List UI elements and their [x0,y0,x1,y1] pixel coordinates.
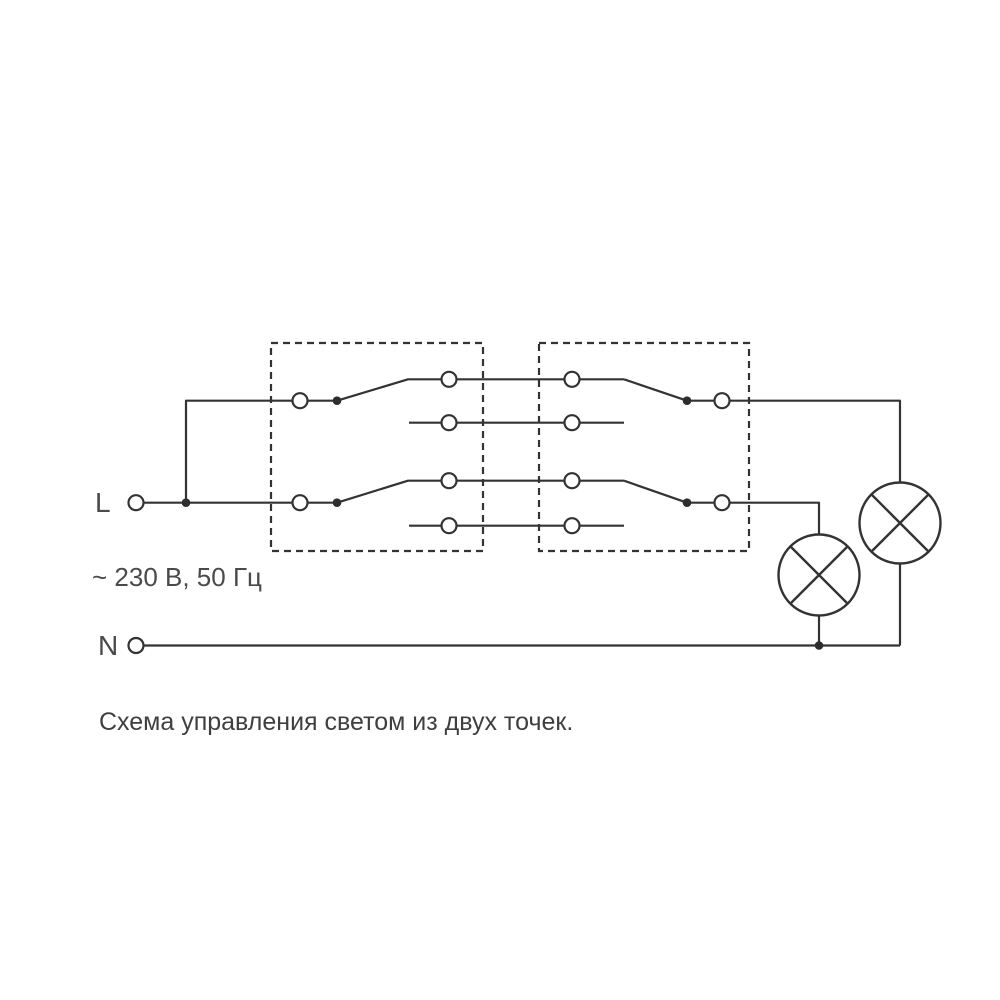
sw2-traveler3-terminal [565,473,580,488]
lamp1-icon [779,535,860,616]
junction-dot [815,641,824,650]
sw2-traveler2-terminal [565,415,580,430]
junction-dot [182,498,191,507]
sw1-top-pole-terminal [293,393,308,408]
terminal-L-icon [129,495,144,510]
junction-dot [683,498,692,507]
wires [136,379,900,645]
junction-dot [333,498,342,507]
junction-dot [683,396,692,405]
terminals [129,372,730,653]
lamp2-icon [860,483,941,564]
wire-sw2-top-out-to-lamp2 [624,379,900,483]
sw2-traveler1-terminal [565,372,580,387]
sw1-traveler3-terminal [442,473,457,488]
voltage-rating-label: ~ 230 В, 50 Гц [92,562,262,592]
junction-dots [182,396,824,649]
sw2-bottom-pole-terminal [715,495,730,510]
sw2-traveler4-terminal [565,518,580,533]
diagram-caption: Схема управления светом из двух точек. [99,708,574,736]
sw1-traveler4-terminal [442,518,457,533]
wire-riser-top-pole [186,401,337,503]
terminal-N-icon [129,638,144,653]
line-terminal-label: L [95,487,111,518]
sw1-traveler1-terminal [442,372,457,387]
junction-dot [333,396,342,405]
neutral-terminal-label: N [98,630,119,661]
sw1-traveler2-terminal [442,415,457,430]
wire-sw1-bottom-blade-traveler3 [337,481,624,503]
sw1-bottom-pole-terminal [293,495,308,510]
sw2-top-pole-terminal [715,393,730,408]
wire-sw1-top-blade-traveler1 [337,379,624,400]
